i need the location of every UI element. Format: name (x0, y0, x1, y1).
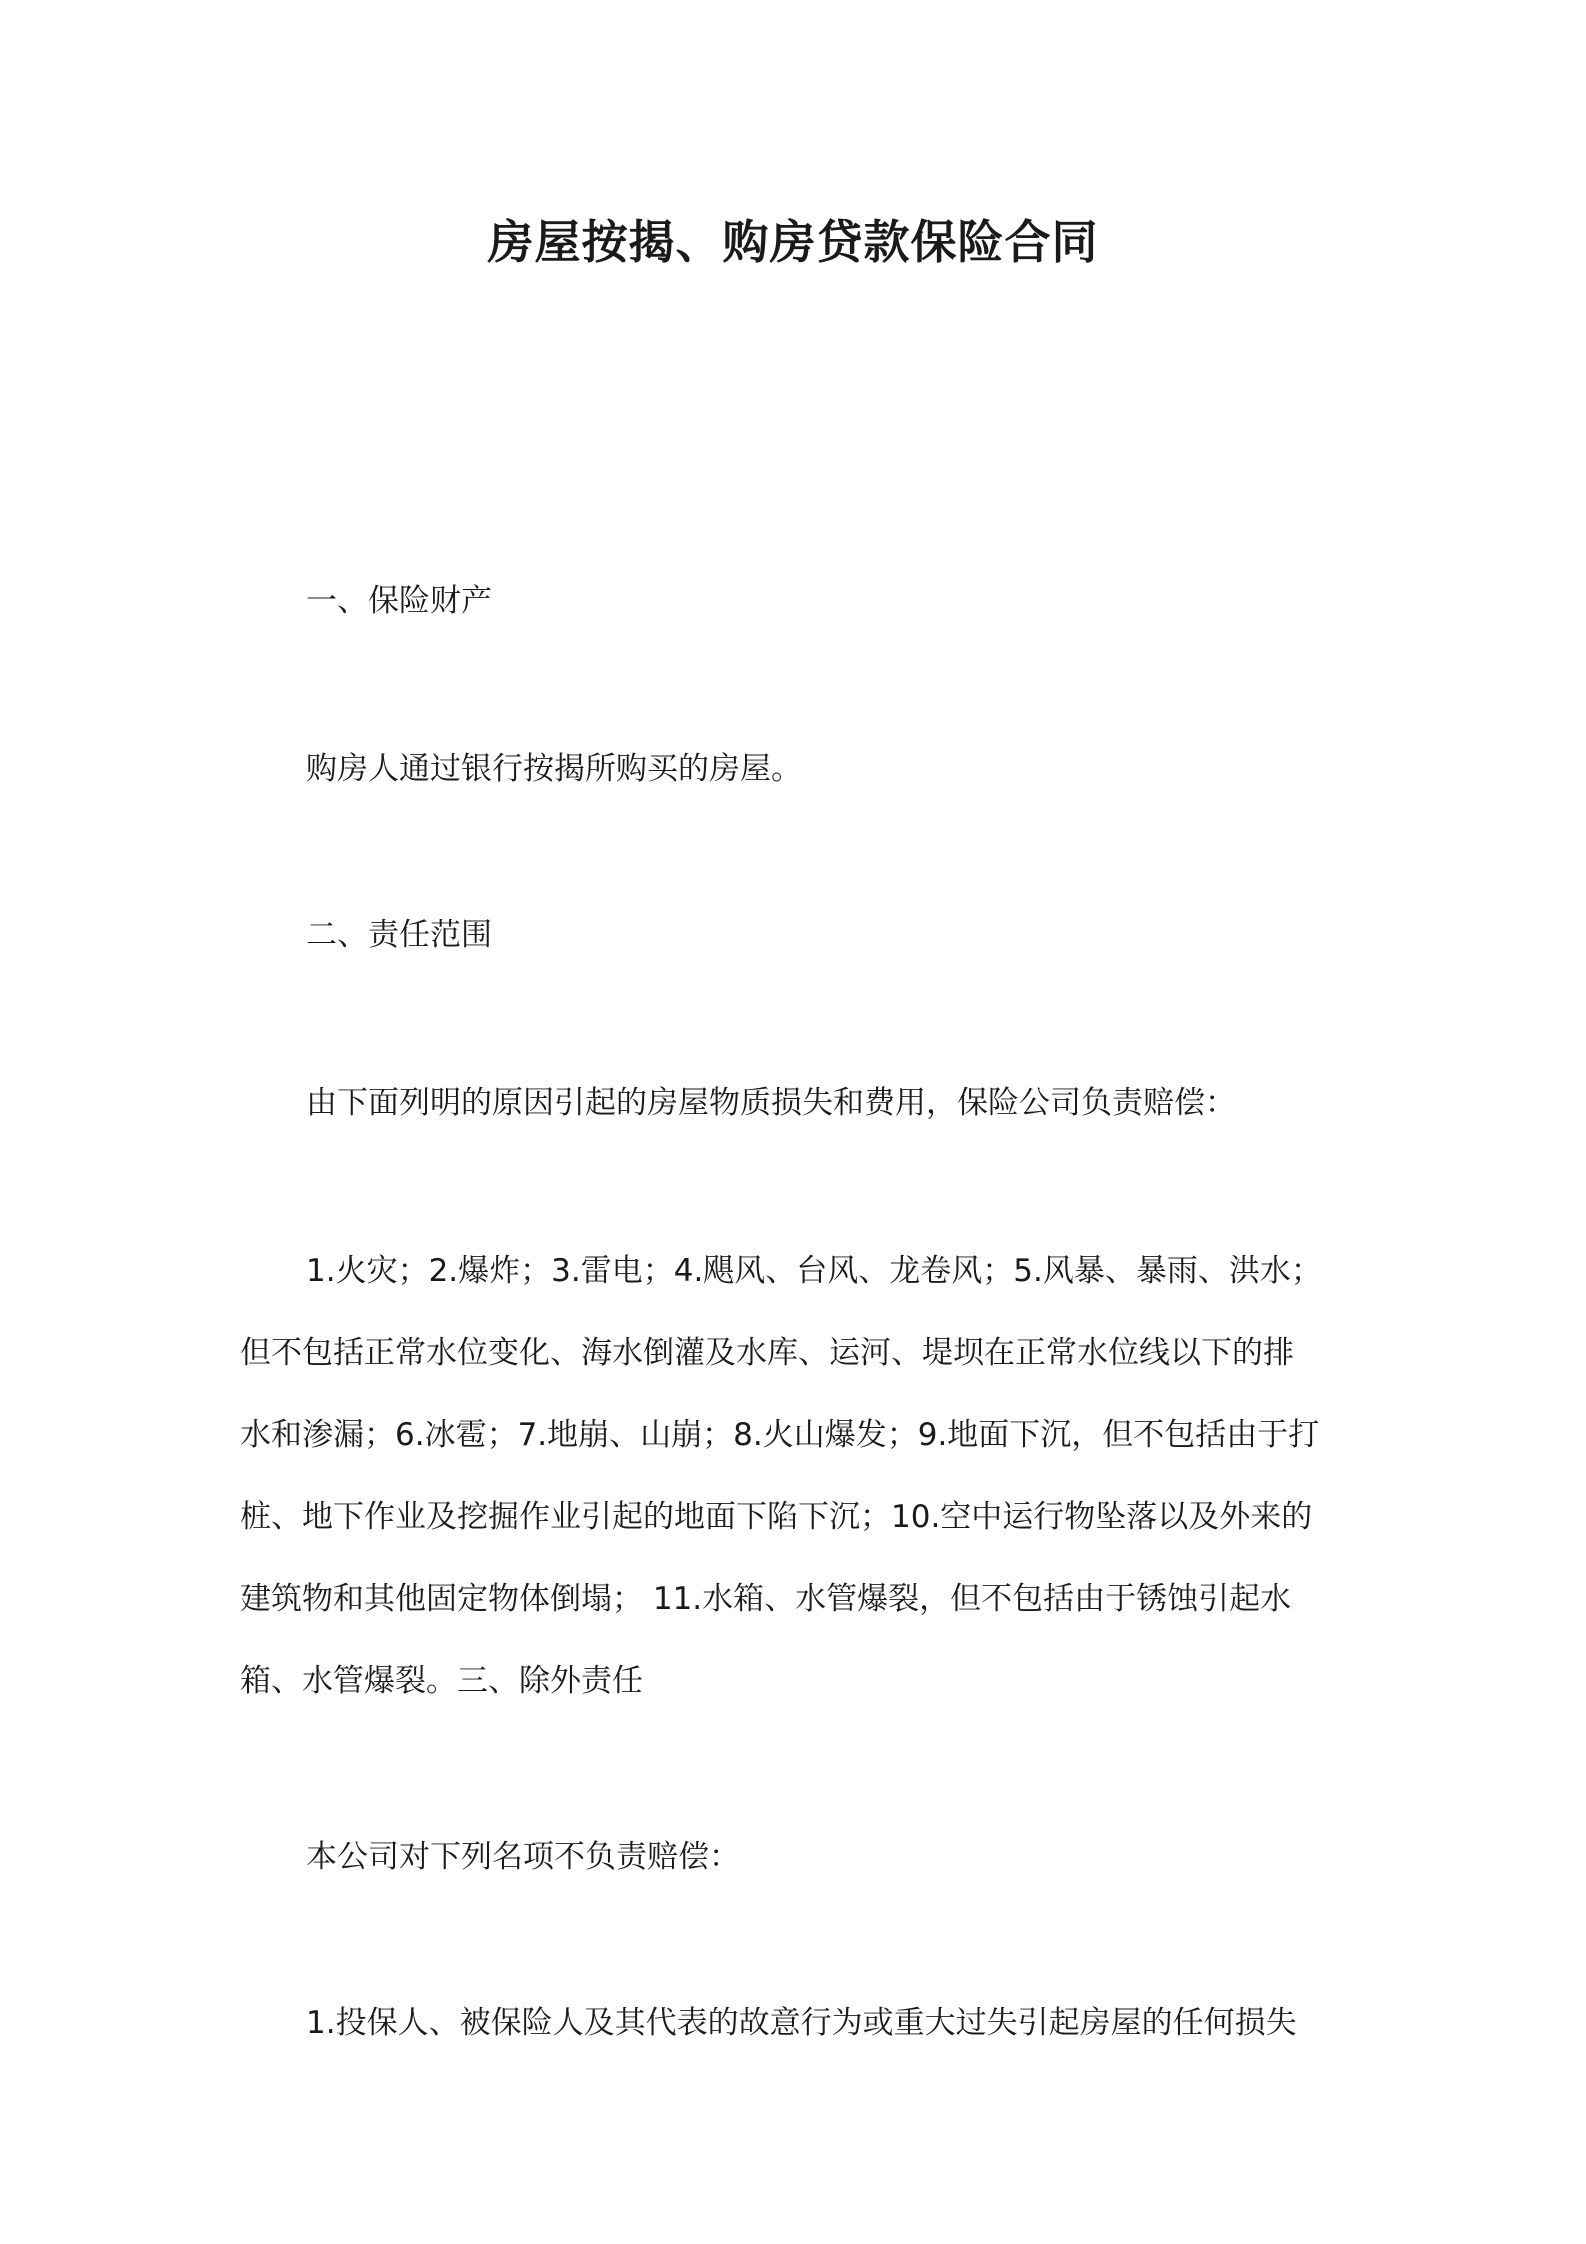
liability-list-line: 建筑物和其他固定物体倒塌； 11.水箱、水管爆裂，但不包括由于锈蚀引起水 (240, 1581, 1292, 1617)
liability-list-paragraph (240, 1230, 1350, 1722)
exclusion-item-1: 1.投保人、被保险人及其代表的故意行为或重大过失引起房屋的任何损失 (306, 2005, 1297, 2041)
section-heading-liability-scope: 二、责任范围 (306, 917, 492, 953)
liability-list-line: 但不包括正常水位变化、海水倒灌及水库、运河、堤坝在正常水位线以下的排 (240, 1335, 1294, 1371)
document-title: 房屋按揭、购房贷款保险合同 (487, 215, 1099, 269)
liability-list-line: 桩、地下作业及挖掘作业引起的地面下陷下沉；10.空中运行物坠落以及外来的 (240, 1499, 1313, 1535)
section-body-insured-property: 购房人通过银行按揭所购买的房屋。 (306, 751, 802, 787)
liability-list-line: 水和渗漏；6.冰雹；7.地崩、山崩；8.火山爆发；9.地面下沉，但不包括由于打 (240, 1417, 1320, 1453)
liability-list-line: 1.火灾；2.爆炸；3.雷电；4.飓风、台风、龙卷风；5.风暴、暴雨、洪水； (306, 1253, 1322, 1289)
section-intro-liability-scope: 由下面列明的原因引起的房屋物质损失和费用，保险公司负责赔偿： (306, 1085, 1236, 1121)
section-heading-insured-property: 一、保险财产 (306, 583, 492, 619)
section-intro-exclusions: 本公司对下列名项不负责赔偿： (306, 1839, 740, 1875)
liability-list-line: 箱、水管爆裂。三、除外责任 (240, 1663, 643, 1699)
